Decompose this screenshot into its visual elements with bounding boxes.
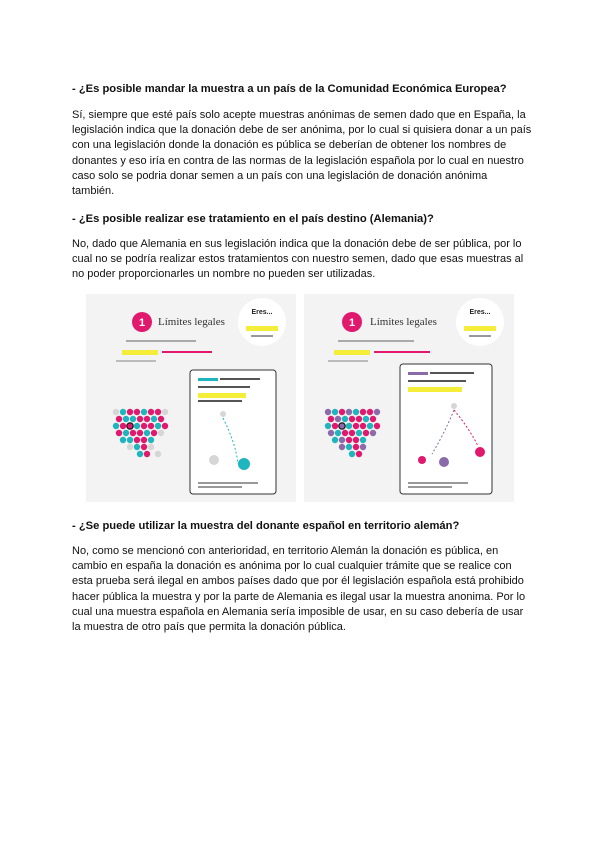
figure-panel-right: [304, 294, 514, 502]
question-3: - ¿Se puede utilizar la muestra del donante español en territorio alemán?: [72, 520, 460, 532]
answer-1: Sí, siempre que esté país solo acepte muestras anónimas de semen dado que en España, la legislación indica que la donación debe de ser anónima, por lo cual si quisiera donar a un país con una legislación donde la donación es pública se deberían de obtener los nombres de donantes y eso iría en contra de las normas de la legislación española por lo cual en nuestro caso solo se podria donar semen a un país con una legislación de donación anónima también.: [72, 109, 532, 198]
answer-2: No, dado que Alemania en sus legislación indica que la donación debe de ser pública, por lo cual no se podría realizar estos tratamientos con nuestro semen, dado que esas muestras al no poder proporcionarles un nombre no pueden ser utilizadas.: [72, 238, 524, 281]
panel-title: Límites legales: [370, 316, 437, 328]
europe-hex-map: [113, 409, 168, 457]
europe-hex-map: [325, 409, 380, 457]
profile-badge: [456, 298, 504, 346]
step-number: 1: [348, 317, 356, 329]
question-1: - ¿Es posible mandar la muestra a un país de la Comunidad Económica Europea?: [72, 83, 507, 95]
legal-limits-infographic-left: [86, 294, 296, 502]
legal-limits-figure: [86, 294, 514, 502]
figure-panel-left: [86, 294, 296, 502]
step-number: 1: [138, 317, 146, 329]
profile-badge-highlight: [464, 326, 496, 331]
profile-badge-title: Eres...: [469, 309, 491, 316]
legal-limits-infographic-right: [304, 294, 514, 502]
profile-badge: [238, 298, 286, 346]
profile-badge-title: Eres...: [251, 309, 273, 316]
question-2: - ¿Es posible realizar ese tratamiento en el país destino (Alemania)?: [72, 213, 434, 225]
info-card: [190, 370, 276, 494]
profile-badge-highlight: [246, 326, 278, 331]
answer-3: No, como se mencionó con anterioridad, en territorio Alemán la donación es pública, en cambio en españa la donación es anónima por lo cual cualquier trámite que se realice con esta prueba será ilegal en ambos países dado que por él legislación española está prohibido hacer pública la muestra y por la parte de Alemania es ilegal usar la muestra anonima. Por lo cual una muestra española en Alemania sería imposible de usar, en su caso debería de usar la muestra de otro país que permita la donación pública.: [72, 545, 526, 634]
panel-title: Límites legales: [158, 316, 225, 328]
